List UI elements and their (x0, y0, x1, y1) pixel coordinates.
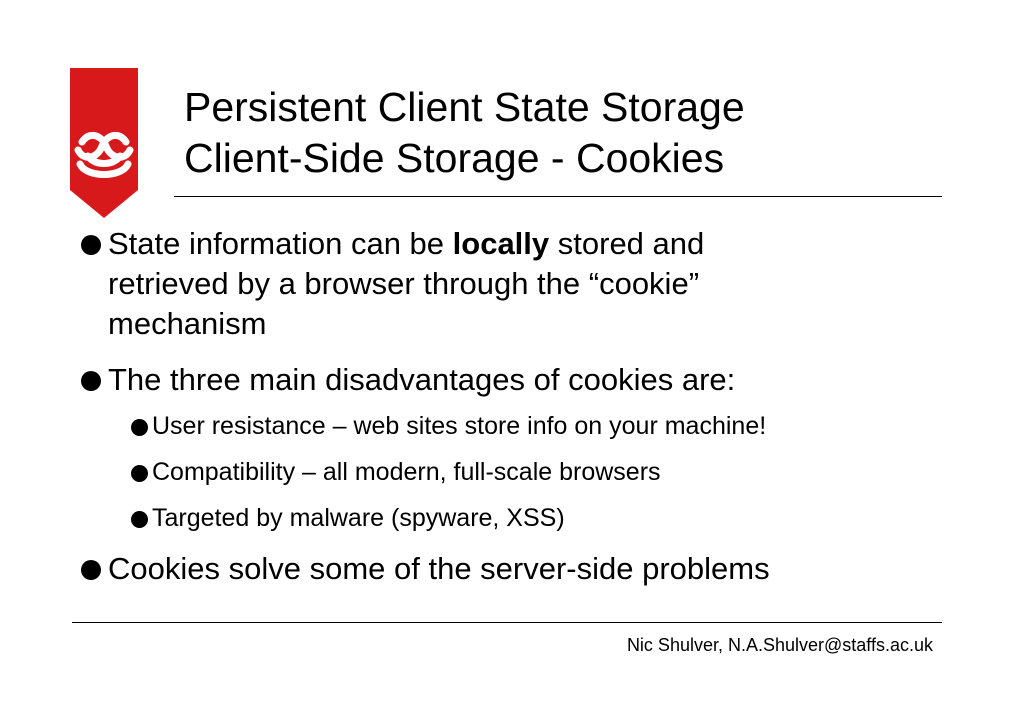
bullet-2-text: The three main disadvantages of cookies are: (108, 362, 736, 397)
sub-bullet-dot-icon (131, 419, 148, 436)
footer-divider (72, 622, 942, 623)
emphasis-locally: locally (452, 226, 550, 261)
sub-bullet-dot-icon (131, 511, 148, 528)
slide-title (184, 82, 745, 184)
bullet-1-line-1: State information can be locally stored and (108, 226, 705, 261)
sub-bullet-dot-icon (131, 465, 148, 482)
sub-bullet-2-text: Compatibility – all modern, full-scale browsers (152, 458, 661, 486)
footer-author: Nic Shulver, N.A.Shulver@staffs.ac.uk (626, 635, 933, 655)
sub-bullet-1-text: User resistance – web sites store info on your machine! (152, 412, 767, 440)
bullet-1-line-2: retrieved by a browser through the “cookie” (108, 266, 700, 301)
bullet-dot-icon (81, 560, 101, 580)
bullet-3-text: Cookies solve some of the server-side problems (108, 551, 770, 586)
bullet-dot-icon (81, 371, 101, 391)
bullet-dot-icon (81, 235, 101, 255)
sub-bullet-3-text: Targeted by malware (spyware, XSS) (152, 504, 565, 532)
title-line-1: Persistent Client State Storage (184, 84, 745, 130)
staffordshire-knot-shield-icon (68, 66, 140, 220)
title-divider (174, 196, 942, 197)
bullet-1-line-3: mechanism (108, 306, 267, 341)
title-line-2: Client-Side Storage - Cookies (184, 135, 725, 181)
